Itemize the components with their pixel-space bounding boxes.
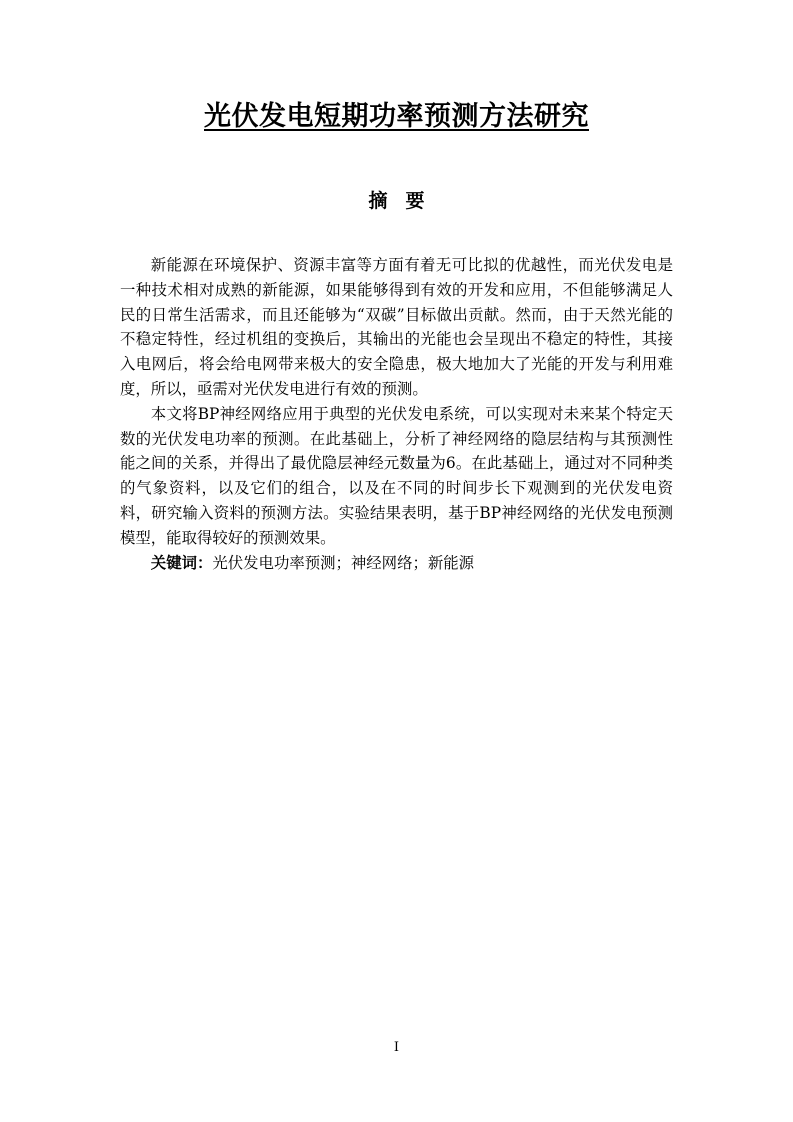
paper-title <box>0 97 793 137</box>
paper-title-text: 光伏发电短期功率预测方法研究 <box>204 101 589 132</box>
page-number: I <box>393 1040 400 1055</box>
abstract-paragraph-2: 本文将BP神经网络应用于典型的光伏发电系统，可以实现对未来某个特定天数的光伏发电功率的预测。在此基础上，分析了神经网络的隐层结构与其预测性能之间的关系，并得出了最优隐层神经元数量为6。在此基础上，通过对不同种类的气象资料，以及它们的组合，以及在不同的时间步长下观测到的光伏发电资料，研究输入资料的预测方法。实验结果表明，基于BP神经网络的光伏发电预测模型，能取得较好的预测效果。 <box>120 404 673 547</box>
keywords-line <box>120 551 673 576</box>
keywords-text: 光伏发电功率预测；神经网络；新能源 <box>212 553 475 572</box>
abstract-paragraph-1: 新能源在环境保护、资源丰富等方面有着无可比拟的优越性，而光伏发电是一种技术相对成熟的新能源，如果能够得到有效的开发和应用，不但能够满足人民的日常生活需求，而且还能够为“双碳”目标做出贡献。然而，由于天然光能的不稳定特性，经过机组的变换后，其输出的光能也会呈现出不稳定的特性，其接入电网后，将会给电网带来极大的安全隐患，极大地加大了光能的开发与利用难度，所以，亟需对光伏发电进行有效的预测。 <box>120 256 673 398</box>
abstract-body <box>120 253 673 575</box>
abstract-heading: 摘要 <box>368 190 443 212</box>
keywords-label: 关键词： <box>150 553 213 572</box>
